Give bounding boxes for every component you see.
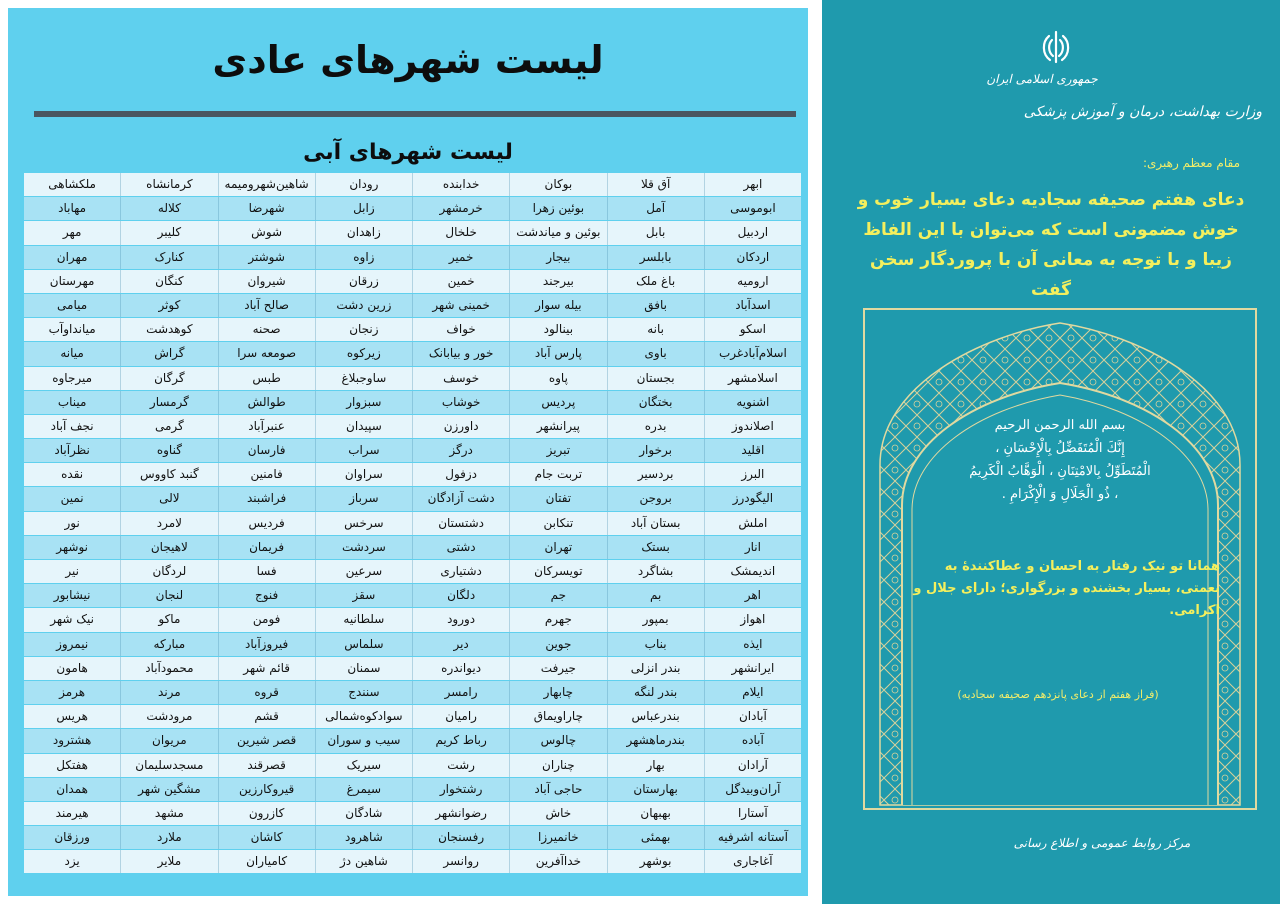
city-cell: سیریک xyxy=(315,754,412,777)
city-cell: بمپور xyxy=(607,608,704,631)
city-cell: نجف آباد xyxy=(50,418,94,433)
city-cell: لاهیجان xyxy=(120,536,217,559)
city-cell: اسکو xyxy=(704,318,801,341)
table-row xyxy=(24,367,801,390)
footer-organization: مرکز روابط عمومی و اطلاع رسانی xyxy=(1013,836,1191,850)
table-row xyxy=(24,197,801,220)
city-cell: زرین دشت xyxy=(315,294,412,317)
city-cell: بیله سوار xyxy=(509,294,606,317)
city-cell: سقز xyxy=(315,584,412,607)
iran-emblem-icon xyxy=(1036,28,1076,68)
city-cell: مهران xyxy=(56,249,88,264)
table-row xyxy=(24,415,801,438)
source-note: (فراز هفتم از دعای پانزدهم صحیفه سجادیه) xyxy=(957,688,1159,701)
cities-table xyxy=(24,173,801,874)
city-cell: دیر xyxy=(412,633,509,656)
city-cell: عنبرآباد xyxy=(218,415,315,438)
city-cell: زاهدان xyxy=(315,221,412,244)
city-cell: کلاله xyxy=(120,197,217,220)
city-cell: البرز xyxy=(704,463,801,486)
city-cell: دشتیاری xyxy=(412,560,509,583)
city-cell: گراش xyxy=(120,342,217,365)
city-cell: گرگان xyxy=(120,367,217,390)
city-cell: جهرم xyxy=(509,608,606,631)
city-cell: جوین xyxy=(509,633,606,656)
city-cell: اسلامشهر xyxy=(704,367,801,390)
city-cell: خداآفرین xyxy=(509,850,606,873)
table-row xyxy=(24,705,801,728)
city-cell: نوشهر xyxy=(56,539,88,554)
leader-label: مقام معظم رهبری: xyxy=(1142,156,1240,170)
city-cell: چاراویماق xyxy=(509,705,606,728)
city-cell: سپیدان xyxy=(315,415,412,438)
city-cell: سراب xyxy=(315,439,412,462)
city-cell: مشگین شهر xyxy=(120,778,217,801)
city-cell: تویسرکان xyxy=(509,560,606,583)
ministry-name: وزارت بهداشت، درمان و آموزش پزشکی xyxy=(1023,104,1262,120)
table-row xyxy=(24,536,801,559)
city-cell: بناب xyxy=(607,633,704,656)
city-cell: زیرکوه xyxy=(315,342,412,365)
prayer-line: الْمُتَطَوِّلُ بِالامْتِنَانِ ، الْوَهَّابُ الْكَرِیمُ xyxy=(969,464,1151,479)
city-cell: سلماس xyxy=(315,633,412,656)
city-cell: فردیس xyxy=(218,512,315,535)
table-row xyxy=(24,487,801,510)
city-cell: زرقان xyxy=(315,270,412,293)
city-cell: بهمئی xyxy=(607,826,704,849)
city-cell: گرمسار xyxy=(120,391,217,414)
table-row xyxy=(24,681,801,704)
table-row xyxy=(24,342,801,365)
city-cell: تنکابن xyxy=(509,512,606,535)
city-cell: میرجاوه xyxy=(52,370,93,385)
city-cell: چالوس xyxy=(509,729,606,752)
city-cell: تبریز xyxy=(509,439,606,462)
city-cell: بوئین و میاندشت xyxy=(509,221,606,244)
city-cell: صالح آباد xyxy=(218,294,315,317)
city-cell: یزد xyxy=(64,854,80,869)
city-cell: بستک xyxy=(607,536,704,559)
city-cell: شاهرود xyxy=(315,826,412,849)
city-cell: آغاجاری xyxy=(704,850,801,873)
city-cell: دزفول xyxy=(412,463,509,486)
city-cell: قصر شیرین xyxy=(218,729,315,752)
city-cell: سلطانیه xyxy=(315,608,412,631)
city-cell: آق قلا xyxy=(607,173,704,196)
table-row xyxy=(24,729,801,752)
city-cell: کوهدشت xyxy=(120,318,217,341)
government-name: جمهوری اسلامی ایران xyxy=(986,72,1098,86)
city-cell: بندر انزلی xyxy=(607,657,704,680)
city-cell: آران‌وبیدگل xyxy=(704,778,801,801)
page-title: لیست شهرهای عادی xyxy=(212,38,604,82)
city-cell: رودان xyxy=(315,173,412,196)
city-cell: کوثر xyxy=(120,294,217,317)
city-cell: مرودشت xyxy=(120,705,217,728)
city-cell: خدابنده xyxy=(412,173,509,196)
city-cell: آرادان xyxy=(704,754,801,777)
city-cell: اندیمشک xyxy=(704,560,801,583)
city-cell: فومن xyxy=(218,608,315,631)
city-cell: نیر xyxy=(65,564,79,578)
table-row xyxy=(24,657,801,680)
city-cell: ماکو xyxy=(120,608,217,631)
city-cell: خاش xyxy=(509,802,606,825)
city-cell: دشتی xyxy=(412,536,509,559)
city-cell: رفسنجان xyxy=(412,826,509,849)
city-cell: کاشان xyxy=(218,826,315,849)
city-cell: بندرعباس xyxy=(607,705,704,728)
city-cell: لنجان xyxy=(120,584,217,607)
table-row xyxy=(24,270,801,293)
city-cell: مسجدسلیمان xyxy=(120,754,217,777)
city-cell: الیگودرز xyxy=(704,487,801,510)
city-cell: بختگان xyxy=(607,391,704,414)
city-cell: دورود xyxy=(412,608,509,631)
city-cell: شوشتر xyxy=(218,246,315,269)
city-cell: مهرستان xyxy=(49,273,95,288)
city-cell: ایرانشهر xyxy=(704,657,801,680)
city-cell: خور و بیابانک xyxy=(412,342,509,365)
city-cell: ایلام xyxy=(704,681,801,704)
city-cell: بدره xyxy=(607,415,704,438)
city-cell: بوشهر xyxy=(607,850,704,873)
city-cell: جیرفت xyxy=(509,657,606,680)
city-cell: بستان آباد xyxy=(607,512,704,535)
city-cell: سیمرغ xyxy=(315,778,412,801)
prayer-poster-panel xyxy=(822,0,1280,904)
city-cell: پیرانشهر xyxy=(509,415,606,438)
city-cell: باوی xyxy=(607,342,704,365)
city-cell: دیواندره xyxy=(412,657,509,680)
city-cell: بابلسر xyxy=(607,246,704,269)
city-cell: نیشابور xyxy=(53,588,91,603)
city-cell: رشتخوار xyxy=(412,778,509,801)
city-cell: ملایر xyxy=(120,850,217,873)
city-cell: طوالش xyxy=(218,391,315,414)
city-cell: بشاگرد xyxy=(607,560,704,583)
city-cell: ورزقان xyxy=(54,830,90,845)
city-cell: خلخال xyxy=(412,221,509,244)
city-cell: خمینی شهر xyxy=(412,294,509,317)
city-cell: همدان xyxy=(56,781,88,796)
table-row xyxy=(24,221,801,244)
city-cell: املش xyxy=(704,512,801,535)
city-cell: گنبد کاووس xyxy=(120,463,217,486)
table-row xyxy=(24,512,801,535)
city-cell: ابهر xyxy=(704,173,801,196)
city-cell: آستانه اشرفیه xyxy=(704,826,801,849)
city-cell: رباط کریم xyxy=(412,729,509,752)
prayer-line: بسم الله الرحمن الرحیم xyxy=(994,418,1126,433)
city-cell: مشهد xyxy=(120,802,217,825)
city-cell: بینالود xyxy=(509,318,606,341)
title-divider xyxy=(34,111,796,117)
city-cell: باغ ملک xyxy=(607,270,704,293)
city-cell: زابل xyxy=(315,197,412,220)
city-cell: رامسر xyxy=(412,681,509,704)
city-cell: دشت آزادگان xyxy=(412,487,509,510)
city-cell: خرمشهر xyxy=(412,197,509,220)
city-cell: اشنویه xyxy=(704,391,801,414)
city-cell: بانه xyxy=(607,318,704,341)
city-cell: انار xyxy=(704,536,801,559)
city-cell: بهبهان xyxy=(607,802,704,825)
city-cell: کنگان xyxy=(120,270,217,293)
city-cell: شوش xyxy=(218,221,315,244)
city-cell: رامیان xyxy=(412,705,509,728)
city-cell: کنارک xyxy=(120,246,217,269)
city-cell: آبادان xyxy=(704,705,801,728)
city-cell: ارومیه xyxy=(704,270,801,293)
city-cell: قروه xyxy=(218,681,315,704)
table-row xyxy=(24,608,801,631)
city-cell: فراشبند xyxy=(218,487,315,510)
city-cell: لامرد xyxy=(120,512,217,535)
city-cell: قائم شهر xyxy=(218,657,315,680)
city-cell: قیروکارزین xyxy=(218,778,315,801)
city-cell: مهاباد xyxy=(58,201,87,216)
table-row xyxy=(24,633,801,656)
city-cell: بروجن xyxy=(607,487,704,510)
city-cell: چابهار xyxy=(509,681,606,704)
city-cell: درگز xyxy=(412,439,509,462)
city-cell: فیروزآباد xyxy=(218,633,315,656)
city-cell: اردبیل xyxy=(704,221,801,244)
city-cell: ابوموسی xyxy=(704,197,801,220)
city-cell: اسلام‌آبادغرب xyxy=(704,342,801,365)
city-cell: نور xyxy=(64,515,80,530)
city-cell: سراوان xyxy=(315,463,412,486)
city-cell: نظرآباد xyxy=(54,443,90,458)
table-row xyxy=(24,463,801,486)
city-cell: کرمانشاه xyxy=(120,173,217,196)
city-cell: رشت xyxy=(412,754,509,777)
city-cell: کامیاران xyxy=(218,850,315,873)
city-cell: خمیر xyxy=(412,246,509,269)
city-cell: مهر xyxy=(62,225,82,240)
city-cell: خانمیرزا xyxy=(509,826,606,849)
city-cell: خواف xyxy=(412,318,509,341)
table-row xyxy=(24,294,801,317)
city-cell: بردسیر xyxy=(607,463,704,486)
city-cell: رضوانشهر xyxy=(412,802,509,825)
city-cell: پارس آباد xyxy=(509,342,606,365)
table-row xyxy=(24,778,801,801)
city-cell: مرند xyxy=(120,681,217,704)
city-cell: تربت جام xyxy=(509,463,606,486)
city-cell: شاهین‌شهرومیمه xyxy=(218,173,315,196)
city-cell: جم xyxy=(509,584,606,607)
city-cell: داورزن xyxy=(412,415,509,438)
city-cell: فامنین xyxy=(218,463,315,486)
leader-quote: دعای هفتم صحیفه سجادیه دعای بسیار خوب و خوش مضمونی است که می‌توان با این الفاظ زیبا و با توجه به معانی آن با پروردگار سخن گفت xyxy=(857,190,1245,300)
city-cell: تهران xyxy=(509,536,606,559)
table-row xyxy=(24,173,801,196)
city-cell: هیرمند xyxy=(55,805,89,820)
arabic-prayer xyxy=(902,414,1218,506)
persian-translation: همانا تو نیک رفتار به احسان و عطاکنندهٔ به نعمتی، بسیار بخشنده و بزرگواری؛ دارای جلال و اکرامی. xyxy=(913,559,1220,618)
city-cell: هفتکل xyxy=(56,757,88,772)
city-cell: محمودآباد xyxy=(120,657,217,680)
city-cell: بیرجند xyxy=(509,270,606,293)
table-row xyxy=(24,560,801,583)
city-cell: نقده xyxy=(61,467,84,482)
city-cell: بهار xyxy=(607,754,704,777)
city-cell: ایذه xyxy=(704,633,801,656)
table-row xyxy=(24,754,801,777)
city-cell: حاجی آباد xyxy=(509,778,606,801)
city-cell: پردیس xyxy=(509,391,606,414)
city-cell: تفتان xyxy=(509,487,606,510)
cities-list-panel xyxy=(8,8,808,896)
city-cell: کلیبر xyxy=(120,221,217,244)
city-cell: آمل xyxy=(607,197,704,220)
city-cell: آستارا xyxy=(704,802,801,825)
prayer-line: إِنَّكَ الْمُتَفَضِّلُ بِالْإِحْسَانِ ، xyxy=(995,441,1125,456)
city-cell: میانه xyxy=(60,346,84,361)
city-cell: ملارد xyxy=(120,826,217,849)
table-row xyxy=(24,802,801,825)
table-row xyxy=(24,826,801,849)
city-cell: بیجار xyxy=(509,246,606,269)
city-cell: اصلاندوز xyxy=(704,415,801,438)
city-cell: گرمی xyxy=(120,415,217,438)
city-cell: بجستان xyxy=(607,367,704,390)
city-cell: نیک شهر xyxy=(50,612,94,627)
city-cell: دشتستان xyxy=(412,512,509,535)
table-row xyxy=(24,439,801,462)
city-cell: زاوه xyxy=(315,246,412,269)
city-cell: اردکان xyxy=(704,246,801,269)
city-cell: بم xyxy=(607,584,704,607)
city-cell: صحنه xyxy=(218,318,315,341)
city-cell: طبس xyxy=(218,367,315,390)
city-cell: بهارستان xyxy=(607,778,704,801)
city-cell: مبارکه xyxy=(120,633,217,656)
table-row xyxy=(24,850,801,873)
city-cell: دلگان xyxy=(412,584,509,607)
city-cell: سرخس xyxy=(315,512,412,535)
city-cell: بوکان xyxy=(509,173,606,196)
city-cell: کازرون xyxy=(218,802,315,825)
city-cell: سوادکوه‌شمالی xyxy=(315,705,412,728)
city-cell: اقلید xyxy=(704,439,801,462)
city-cell: لردگان xyxy=(120,560,217,583)
city-cell: شهرضا xyxy=(218,197,315,220)
city-cell: نمین xyxy=(60,491,84,506)
city-cell: گناوه xyxy=(120,439,217,462)
city-cell: فارسان xyxy=(218,439,315,462)
table-row xyxy=(24,391,801,414)
city-cell: سرباز xyxy=(315,487,412,510)
city-cell: نیمروز xyxy=(56,636,89,651)
city-cell: خوسف xyxy=(412,367,509,390)
city-cell: فنوج xyxy=(218,584,315,607)
city-cell: بندر لنگه xyxy=(607,681,704,704)
city-cell: برخوار xyxy=(607,439,704,462)
city-cell: بوئین زهرا xyxy=(509,197,606,220)
city-cell: اسدآباد xyxy=(704,294,801,317)
city-cell: هریس xyxy=(56,709,88,724)
section-title: لیست شهرهای آبی xyxy=(303,140,513,165)
city-cell: بابل xyxy=(607,221,704,244)
city-cell: قصرقند xyxy=(218,754,315,777)
prayer-line: ، ذُو الْجَلَالِ وَ الْإِكْرَامِ . xyxy=(1001,487,1119,502)
city-cell: شادگان xyxy=(315,802,412,825)
city-cell: ساوجبلاغ xyxy=(315,367,412,390)
city-cell: مریوان xyxy=(120,729,217,752)
table-row xyxy=(24,584,801,607)
city-cell: بافق xyxy=(607,294,704,317)
city-cell: سمنان xyxy=(315,657,412,680)
city-cell: میامی xyxy=(57,297,88,312)
city-cell: قشم xyxy=(218,705,315,728)
city-cell: سبزوار xyxy=(315,391,412,414)
city-cell: هامون xyxy=(56,660,88,675)
city-cell: هشترود xyxy=(52,733,92,748)
city-cell: زنجان xyxy=(315,318,412,341)
city-cell: شیروان xyxy=(218,270,315,293)
city-cell: آباده xyxy=(704,729,801,752)
city-cell: چناران xyxy=(509,754,606,777)
city-cell: بندرماهشهر xyxy=(607,729,704,752)
city-cell: شاهین دژ xyxy=(315,850,412,873)
table-row xyxy=(24,246,801,269)
city-cell: سنندج xyxy=(315,681,412,704)
city-cell: فریمان xyxy=(218,536,315,559)
table-row xyxy=(24,318,801,341)
city-cell: سرعین xyxy=(315,560,412,583)
city-cell: پاوه xyxy=(509,367,606,390)
city-cell: خوشاب xyxy=(412,391,509,414)
city-cell: میناب xyxy=(57,394,87,409)
city-cell: روانسر xyxy=(412,850,509,873)
city-cell: ملکشاهی xyxy=(48,177,96,191)
city-cell: صومعه سرا xyxy=(218,342,315,365)
city-cell: اهر xyxy=(704,584,801,607)
city-cell: لالی xyxy=(120,487,217,510)
city-cell: اهواز xyxy=(704,608,801,631)
city-cell: خمین xyxy=(412,270,509,293)
city-cell: هرمز xyxy=(59,684,86,699)
city-cell: فسا xyxy=(218,560,315,583)
city-cell: میانداوآب xyxy=(48,322,96,337)
city-cell: سردشت xyxy=(315,536,412,559)
city-cell: سیب و سوران xyxy=(315,729,412,752)
